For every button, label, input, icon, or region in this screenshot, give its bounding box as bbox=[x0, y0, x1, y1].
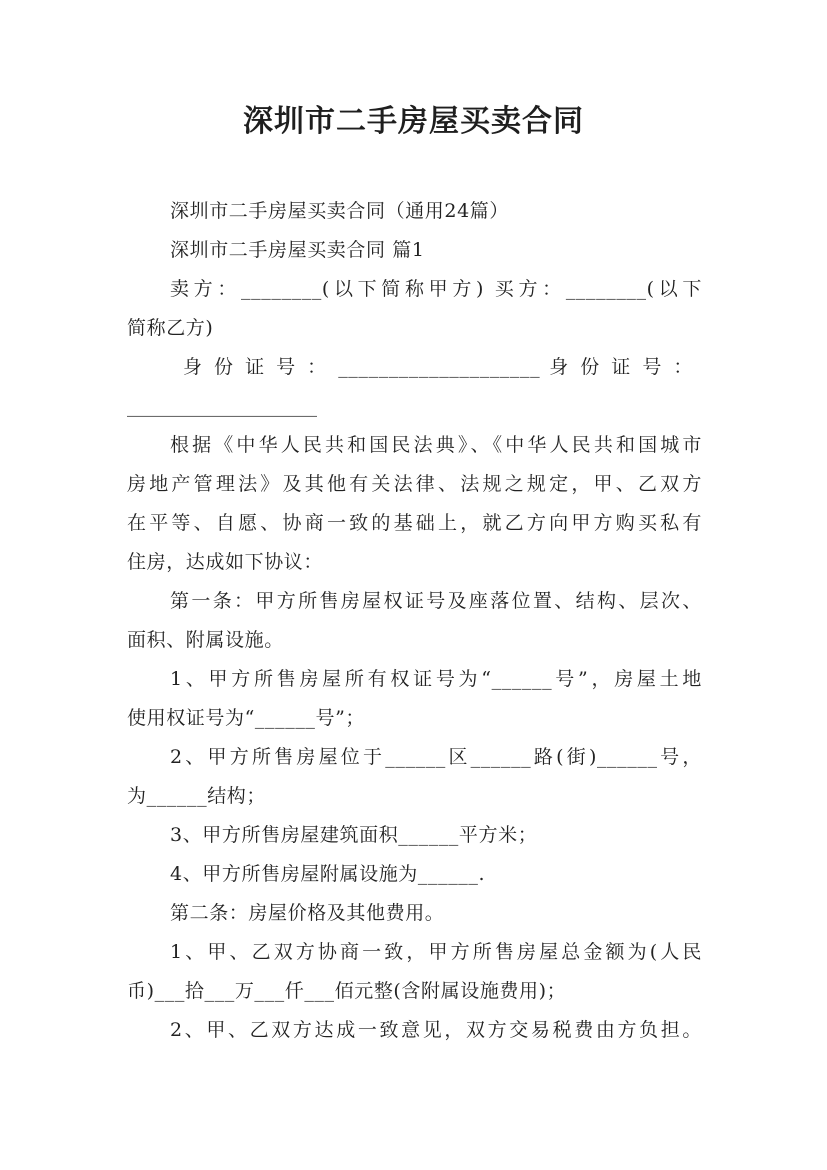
clause-line: 币)___拾___万___仟___佰元整(含附属设施费用)； bbox=[127, 980, 567, 1002]
paragraph-line: 房地产管理法》及其他有关法律、法规之规定，甲、乙双方 bbox=[127, 473, 702, 495]
section-heading-line: 深圳市二手房屋买卖合同 篇1 bbox=[170, 239, 425, 261]
paragraph-line: 在平等、自愿、协商一致的基础上，就乙方向甲方购买私有 bbox=[127, 512, 702, 534]
article-1-heading: 第一条：甲方所售房屋权证号及座落位置、结构、层次、 bbox=[170, 590, 702, 612]
buyer-abbrev-line: 简称乙方) bbox=[127, 317, 214, 339]
clause-line: 使用权证号为“______号”； bbox=[127, 707, 366, 729]
clause-line: 3、甲方所售房屋建筑面积______平方米； bbox=[170, 824, 538, 846]
clause-line: 1、甲方所售房屋所有权证号为“______号”，房屋土地 bbox=[170, 668, 702, 690]
clause-line: 为______结构； bbox=[127, 785, 267, 807]
paragraph-line: 住房，达成如下协议： bbox=[127, 551, 324, 573]
clause-line: 2、甲方所售房屋位于______区______路(街)______号， bbox=[170, 746, 702, 768]
subtitle-line: 深圳市二手房屋买卖合同（通用24篇） bbox=[170, 200, 509, 222]
clause-line: 2、甲、乙双方达成一致意见，双方交易税费由方负担。 bbox=[170, 1019, 702, 1041]
clause-line: 4、甲方所售房屋附属设施为______. bbox=[170, 863, 486, 885]
article-2-heading: 第二条：房屋价格及其他费用。 bbox=[170, 902, 445, 924]
document-title: 深圳市二手房屋买卖合同 bbox=[243, 104, 584, 139]
id-number-blank-line: ____________________ bbox=[127, 395, 317, 417]
clause-line: 1、甲、乙双方协商一致，甲方所售房屋总金额为(人民 bbox=[170, 941, 702, 963]
article-1-heading-cont: 面积、附属设施。 bbox=[127, 629, 284, 651]
seller-buyer-line: 卖方：________(以下简称甲方) 买方：________(以下 bbox=[170, 278, 702, 300]
paragraph-line: 根据《中华人民共和国民法典》、《中华人民共和国城市 bbox=[170, 434, 702, 456]
id-number-line: 身 份 证 号 ： ____________________ 身 份 证 号 ： bbox=[183, 356, 693, 378]
